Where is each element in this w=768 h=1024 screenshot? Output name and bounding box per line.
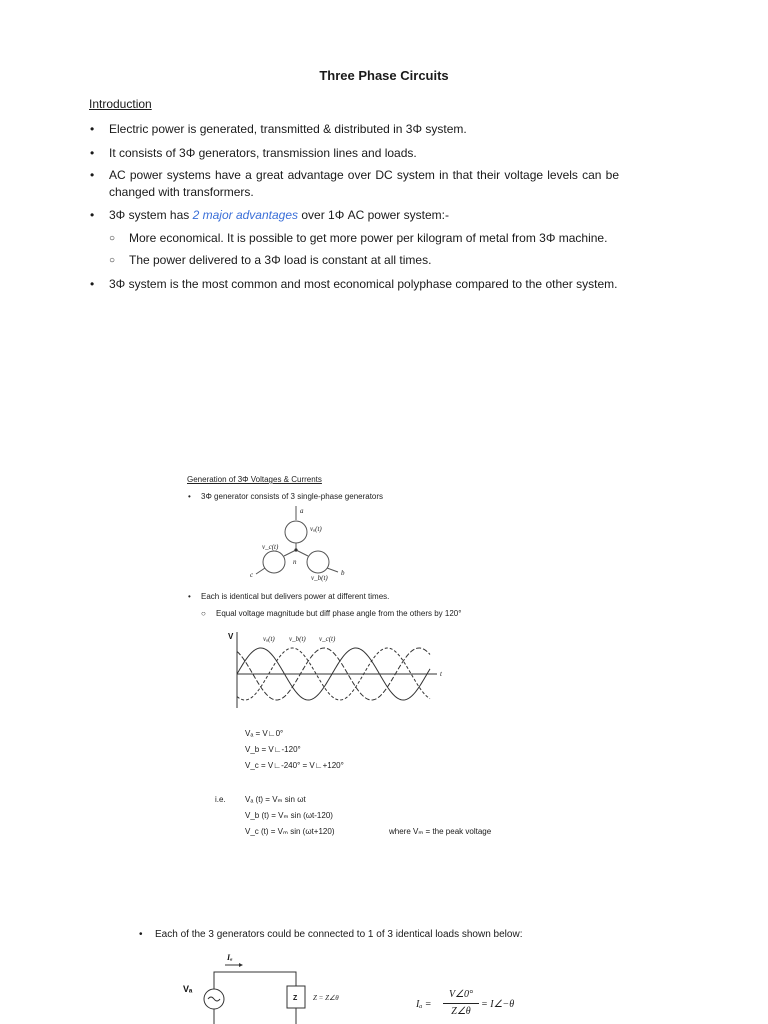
- eq-lhs: Iₐ =: [416, 999, 432, 1010]
- last-bullet: 3Φ system is the most common and most economical polyphase compared to the other system.: [109, 277, 618, 291]
- label-vc: v_c(t): [262, 543, 279, 551]
- wave-axis-v: V: [228, 632, 234, 641]
- waveform-plot: [225, 628, 450, 720]
- page-title: Three Phase Circuits: [319, 68, 449, 83]
- time-eq-b: V_b (t) = Vₘ sin (ωt-120): [245, 811, 333, 820]
- label-vb: v_b(t): [311, 574, 328, 582]
- advantages-bullet: [109, 207, 619, 224]
- sub-bullet-1: More economical. It is possible to get more power per kilogram of metal from 3Φ machine.: [129, 231, 608, 245]
- circuit-wire: [214, 972, 296, 1008]
- generation-bullet-1: 3Φ generator consists of 3 single-phase generators: [201, 492, 384, 501]
- sub-bullet-marker: ○: [109, 255, 116, 266]
- sub-bullet-2: The power delivered to a 3Φ load is constant at all times.: [129, 253, 432, 267]
- advantages-before: 3Φ system has: [109, 208, 193, 222]
- load-circuit: [175, 948, 375, 1024]
- eq-fraction-bar: [443, 1003, 479, 1004]
- generator-diagram: [240, 504, 370, 588]
- intro-bullet-1: Electric power is generated, transmitted & distributed in 3Φ system.: [109, 122, 467, 136]
- intro-heading: Introduction: [89, 97, 152, 111]
- bullet-marker: •: [188, 492, 191, 501]
- sub-bullet-marker: ○: [201, 609, 206, 618]
- peak-voltage-note: where Vₘ = the peak voltage: [389, 827, 492, 836]
- ie-label: i.e.: [215, 795, 226, 804]
- advantages-after: over 1Φ AC power system:-: [298, 208, 449, 222]
- bullet-marker: •: [139, 929, 143, 940]
- bullet-marker: •: [90, 122, 95, 136]
- wave-label-vc: v_c(t): [319, 635, 336, 643]
- phasor-b: V_b = V∟-120°: [245, 745, 301, 754]
- loads-bullet: Each of the 3 generators could be connected to 1 of 3 identical loads shown below:: [155, 929, 523, 940]
- load-box-label: Z: [293, 995, 298, 1002]
- generation-bullet-2: Each is identical but delivers power at different times.: [201, 592, 390, 601]
- label-c: c: [250, 571, 254, 579]
- coil-c: [263, 551, 285, 573]
- generation-heading: Generation of 3Φ Voltages & Currents: [187, 475, 322, 484]
- sub-bullet-marker: ○: [109, 233, 116, 244]
- bullet-marker: •: [90, 146, 95, 160]
- wave-axis-t: t: [440, 670, 442, 678]
- eq-numerator: V∠0°: [448, 989, 474, 1000]
- wave-label-va: vₐ(t): [263, 635, 275, 643]
- generation-sub-1: Equal voltage magnitude but diff phase angle from the others by 120°: [216, 609, 462, 618]
- eq-rhs: = I∠−θ: [481, 999, 515, 1010]
- intro-bullet-2: It consists of 3Φ generators, transmission lines and loads.: [109, 146, 417, 160]
- eq-denominator: Z∠θ: [451, 1006, 471, 1017]
- phasor-c: V_c = V∟-240° = V∟+120°: [245, 761, 344, 770]
- bullet-marker: •: [90, 208, 95, 222]
- bullet-marker: •: [188, 592, 191, 601]
- bullet-marker: •: [90, 168, 95, 182]
- label-b: b: [341, 569, 345, 577]
- bullet-marker: •: [90, 277, 95, 291]
- impedance-label: Z = Z∠θ: [313, 994, 339, 1002]
- current-label: Iₐ: [227, 953, 233, 962]
- wave-label-vb: v_b(t): [289, 635, 306, 643]
- time-eq-c: V_c (t) = Vₘ sin (ωt+120): [245, 827, 335, 836]
- coil-b: [307, 551, 329, 573]
- coil-a: [285, 521, 307, 543]
- label-n: n: [293, 558, 297, 566]
- phasor-a: Vₐ = V∟0°: [245, 729, 284, 738]
- label-a: a: [300, 507, 304, 515]
- time-eq-a: Vₐ (t) = Vₘ sin ωt: [245, 795, 306, 804]
- label-va: vₐ(t): [310, 525, 322, 533]
- advantages-link[interactable]: 2 major advantages: [192, 208, 299, 222]
- source-voltage-label: Vₐ: [183, 984, 193, 994]
- intro-bullet-3: AC power systems have a great advantage over DC system in that their voltage levels can be changed with transformers.: [109, 168, 619, 199]
